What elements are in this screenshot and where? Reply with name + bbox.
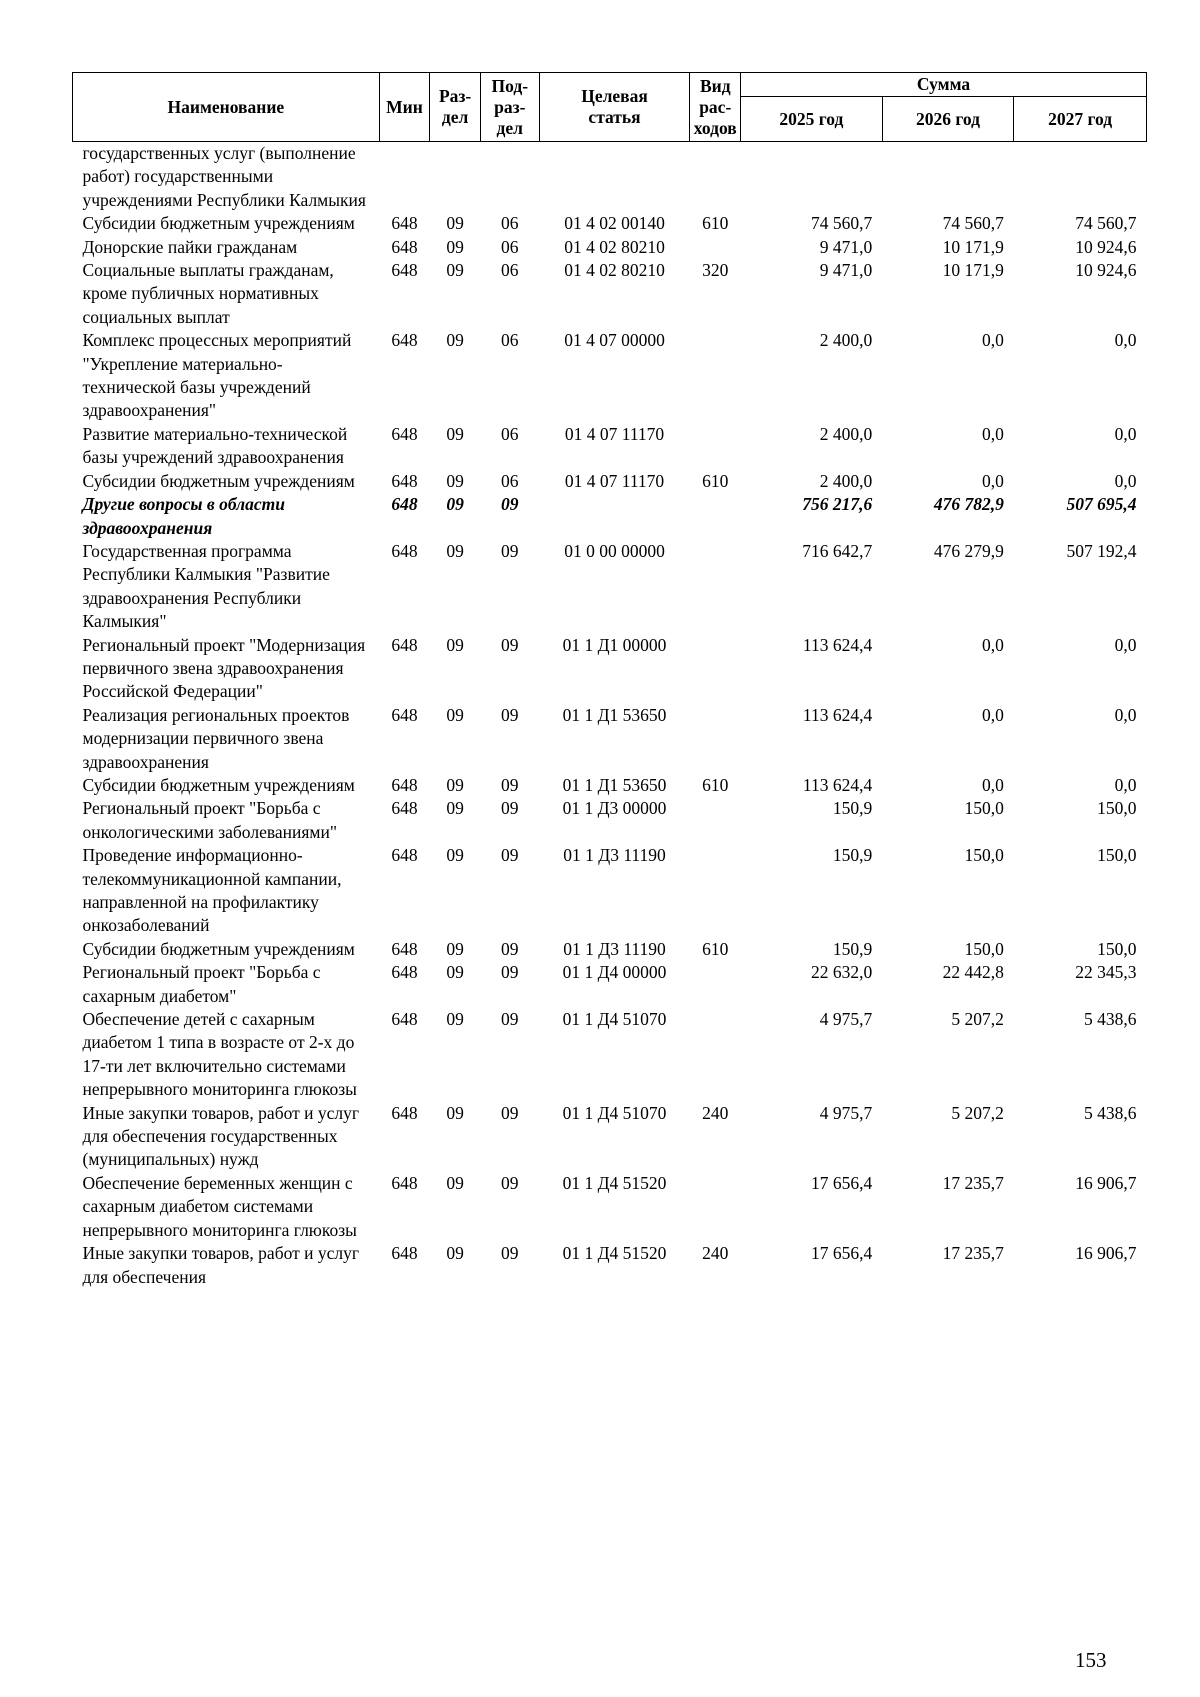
- cell-vid: 610: [702, 774, 729, 795]
- cell-name: Иные закупки товаров, работ и услуг для обеспечения государственных (муниципальных) нужд: [82, 1102, 360, 1170]
- cell-razdel: 09: [446, 634, 464, 655]
- header-summa: Сумма: [741, 73, 1147, 97]
- cell-name: Региональный проект "Борьба с сахарным диабетом": [82, 962, 321, 1006]
- cell-name: Реализация региональных проектов модернизации первичного звена здравоохранения: [82, 704, 350, 772]
- cell-name: Донорские пайки гражданам: [82, 236, 298, 257]
- cell-2026: 10 171,9: [942, 236, 1004, 257]
- cell-podrazdel: 06: [501, 236, 519, 257]
- cell-2025: 17 656,4: [811, 1243, 873, 1264]
- cell-podrazdel: 09: [501, 704, 519, 725]
- cell-razdel: 09: [446, 1172, 464, 1193]
- cell-podrazdel: 09: [501, 962, 519, 983]
- header-podrazdel: Под- раз- дел: [480, 73, 539, 142]
- cell-podrazdel: 06: [501, 213, 519, 234]
- cell-podrazdel: 09: [501, 1102, 519, 1123]
- cell-2027: 0,0: [1114, 634, 1137, 655]
- table-body: [73, 142, 1147, 1289]
- cell-2025: 716 642,7: [802, 540, 873, 561]
- header-2027: 2027 год: [1014, 97, 1147, 142]
- cell-vid: 610: [702, 470, 729, 491]
- cell-name: Региональный проект "Модернизация первичного звена здравоохранения Российской Федерации": [82, 634, 366, 702]
- cell-vid: [690, 1008, 741, 1102]
- cell-podrazdel: 06: [501, 260, 519, 281]
- cell-2027: 10 924,6: [1075, 236, 1137, 257]
- table-row: [73, 329, 1147, 423]
- table-row: [73, 1242, 1147, 1289]
- cell-name: Субсидии бюджетным учреждениям: [82, 470, 355, 491]
- cell-vid: [690, 844, 741, 938]
- cell-2027: 507 695,4: [1066, 494, 1137, 515]
- cell-razdel: 09: [446, 236, 464, 257]
- cell-vid: [690, 704, 741, 774]
- cell-vid: [690, 493, 741, 540]
- cell-2027: 150,0: [1097, 938, 1137, 959]
- cell-2026: 0,0: [981, 470, 1004, 491]
- table-row: [73, 540, 1147, 634]
- cell-podrazdel: 09: [501, 774, 519, 795]
- cell-podrazdel: 09: [501, 938, 519, 959]
- cell-2026: 74 560,7: [942, 213, 1004, 234]
- cell-celevaya: 01 4 07 11170: [564, 423, 665, 444]
- table-row: [73, 634, 1147, 704]
- table-row: [73, 423, 1147, 470]
- cell-min: 648: [391, 213, 418, 234]
- cell-2025: 113 624,4: [802, 774, 873, 795]
- cell-celevaya: 01 1 Д4 00000: [562, 962, 667, 983]
- table-row: [73, 259, 1147, 329]
- cell-vid: [690, 540, 741, 634]
- cell-vid: [690, 329, 741, 423]
- cell-min: 648: [391, 1009, 418, 1030]
- cell-min: 648: [391, 494, 418, 515]
- cell-razdel: 09: [446, 798, 464, 819]
- cell-podrazdel: 09: [501, 494, 519, 515]
- cell-name: Социальные выплаты гражданам, кроме публичных нормативных социальных выплат: [82, 260, 334, 327]
- cell-celevaya: 01 4 02 80210: [564, 260, 665, 281]
- cell-razdel: 09: [446, 260, 464, 281]
- cell-vid: [690, 797, 741, 844]
- cell-podrazdel: 09: [501, 845, 519, 866]
- cell-name: Государственная программа Республики Калмыкия "Развитие здравоохранения Республики Калмыкия": [82, 540, 330, 632]
- cell-2026: 0,0: [981, 330, 1004, 351]
- table-row: [73, 704, 1147, 774]
- cell-min: 648: [391, 938, 418, 959]
- cell-razdel: 09: [446, 213, 464, 234]
- cell-vid: 320: [702, 260, 729, 281]
- cell-celevaya: [539, 493, 690, 540]
- cell-2025: 756 217,6: [802, 494, 873, 515]
- table-header: [73, 73, 1147, 142]
- cell-2026: 17 235,7: [942, 1243, 1004, 1264]
- cell-celevaya: 01 4 07 00000: [564, 330, 665, 351]
- cell-min: 648: [391, 1102, 418, 1123]
- cell-name: Субсидии бюджетным учреждениям: [82, 213, 355, 234]
- cell-razdel: 09: [446, 540, 464, 561]
- cell-name: Проведение информационно-телекоммуникационной кампании, направленной на профилактику онкозаболеваний: [82, 845, 342, 936]
- cell-podrazdel: 09: [501, 1172, 519, 1193]
- cell-razdel: 09: [446, 704, 464, 725]
- cell-celevaya: [539, 142, 690, 213]
- cell-2026: 0,0: [981, 774, 1004, 795]
- cell-vid: [690, 423, 741, 470]
- cell-min: 648: [391, 774, 418, 795]
- cell-2025: 150,9: [832, 938, 873, 959]
- cell-2027: 5 438,6: [1084, 1102, 1137, 1123]
- cell-name: Комплекс процессных мероприятий "Укрепление материально-технической базы учреждений здравоохранения": [82, 330, 352, 421]
- cell-2027: 16 906,7: [1075, 1172, 1137, 1193]
- cell-podrazdel: 09: [501, 1243, 519, 1264]
- cell-razdel: 09: [446, 962, 464, 983]
- cell-razdel: 09: [446, 423, 464, 444]
- table-row: [73, 1102, 1147, 1172]
- cell-2026: 150,0: [964, 845, 1004, 866]
- cell-vid: [690, 142, 741, 213]
- cell-razdel: 09: [446, 774, 464, 795]
- cell-celevaya: 01 1 Д3 00000: [562, 798, 667, 819]
- cell-razdel: 09: [446, 494, 464, 515]
- header-2026: 2026 год: [882, 97, 1014, 142]
- table-row: [73, 774, 1147, 797]
- cell-2025: 150,9: [832, 798, 873, 819]
- cell-min: 648: [391, 1172, 418, 1193]
- page-number: 153: [1075, 1648, 1107, 1672]
- cell-vid: 610: [702, 213, 729, 234]
- header-name: Наименование: [73, 73, 380, 142]
- cell-2026: 22 442,8: [942, 962, 1004, 983]
- cell-celevaya: 01 1 Д3 11190: [563, 845, 666, 866]
- cell-2025: 4 975,7: [819, 1102, 873, 1123]
- cell-celevaya: 01 0 00 00000: [564, 540, 665, 561]
- budget-table: [72, 72, 1147, 1289]
- header-vid: Вид рас- ходов: [690, 73, 741, 142]
- cell-2026: 0,0: [981, 423, 1004, 444]
- cell-celevaya: 01 1 Д4 51070: [562, 1009, 667, 1030]
- cell-name: Региональный проект "Борьба с онкологическими заболеваниями": [82, 798, 337, 842]
- cell-celevaya: 01 4 07 11170: [564, 470, 665, 491]
- cell-podrazdel: 09: [501, 540, 519, 561]
- cell-2026: 0,0: [981, 634, 1004, 655]
- cell-name: Субсидии бюджетным учреждениям: [82, 938, 355, 959]
- cell-razdel: 09: [446, 1102, 464, 1123]
- cell-min: 648: [391, 423, 418, 444]
- cell-2027: 150,0: [1097, 845, 1137, 866]
- cell-2025: 2 400,0: [819, 423, 873, 444]
- cell-2027: 0,0: [1114, 774, 1137, 795]
- cell-2027: 0,0: [1114, 330, 1137, 351]
- cell-celevaya: 01 1 Д1 53650: [562, 704, 667, 725]
- cell-min: 648: [391, 1243, 418, 1264]
- cell-2025: 4 975,7: [819, 1009, 873, 1030]
- table-row: [73, 844, 1147, 938]
- cell-name: Субсидии бюджетным учреждениям: [82, 774, 355, 795]
- cell-2026: [882, 142, 1014, 213]
- cell-2025: 150,9: [832, 845, 873, 866]
- cell-2027: 150,0: [1097, 798, 1137, 819]
- cell-celevaya: 01 1 Д1 53650: [562, 774, 667, 795]
- table-row: [73, 493, 1147, 540]
- cell-2025: 17 656,4: [811, 1172, 873, 1193]
- cell-name: Развитие материально-технической базы учреждений здравоохранения: [82, 423, 348, 468]
- cell-2027: 0,0: [1114, 470, 1137, 491]
- cell-min: 648: [391, 704, 418, 725]
- table-row: [73, 212, 1147, 235]
- cell-2027: 507 192,4: [1066, 540, 1137, 561]
- cell-podrazdel: 09: [501, 1009, 519, 1030]
- cell-vid: 610: [702, 938, 729, 959]
- cell-celevaya: 01 4 02 00140: [564, 213, 665, 234]
- cell-2026: 150,0: [964, 938, 1004, 959]
- cell-razdel: 09: [446, 845, 464, 866]
- cell-podrazdel: 09: [501, 798, 519, 819]
- header-2025: 2025 год: [741, 97, 883, 142]
- cell-2025: 9 471,0: [819, 260, 873, 281]
- cell-2026: 17 235,7: [942, 1172, 1004, 1193]
- cell-vid: 240: [702, 1243, 729, 1264]
- table-row: [73, 938, 1147, 961]
- cell-min: 648: [391, 260, 418, 281]
- cell-celevaya: 01 1 Д4 51520: [562, 1243, 667, 1264]
- cell-2025: 113 624,4: [802, 634, 873, 655]
- cell-name: Обеспечение беременных женщин с сахарным диабетом системами непрерывного мониторинга глюкозы: [82, 1172, 357, 1240]
- cell-2025: 9 471,0: [819, 236, 873, 257]
- table-row: [73, 470, 1147, 493]
- cell-vid: [690, 1172, 741, 1242]
- cell-2026: 5 207,2: [951, 1009, 1004, 1030]
- cell-2025: 113 624,4: [802, 704, 873, 725]
- cell-podrazdel: 06: [501, 423, 519, 444]
- cell-podrazdel: [480, 142, 539, 213]
- cell-razdel: 09: [446, 470, 464, 491]
- header-min: Мин: [379, 73, 430, 142]
- cell-vid: [690, 961, 741, 1008]
- cell-2027: 0,0: [1114, 704, 1137, 725]
- cell-2025: 2 400,0: [819, 470, 873, 491]
- cell-celevaya: 01 1 Д3 11190: [563, 938, 666, 959]
- cell-razdel: 09: [446, 938, 464, 959]
- cell-podrazdel: 06: [501, 470, 519, 491]
- cell-min: 648: [391, 540, 418, 561]
- cell-2027: 22 345,3: [1075, 962, 1137, 983]
- cell-name: Иные закупки товаров, работ и услуг для обеспечения: [82, 1243, 360, 1287]
- header-razdel: Раз- дел: [430, 73, 481, 142]
- cell-2025: 2 400,0: [819, 330, 873, 351]
- cell-celevaya: 01 4 02 80210: [564, 236, 665, 257]
- cell-2026: 150,0: [964, 798, 1004, 819]
- cell-razdel: 09: [446, 1243, 464, 1264]
- cell-min: [379, 142, 430, 213]
- cell-2026: 476 782,9: [933, 494, 1004, 515]
- cell-celevaya: 01 1 Д4 51520: [562, 1172, 667, 1193]
- cell-name: Обеспечение детей с сахарным диабетом 1 типа в возрасте от 2-х до 17-ти лет включительно системами непрерывного мониторинга глюкозы: [82, 1009, 357, 1100]
- budget-page: [72, 72, 1147, 1289]
- cell-vid: [690, 236, 741, 259]
- cell-2025: [741, 142, 883, 213]
- cell-min: 648: [391, 634, 418, 655]
- cell-podrazdel: 09: [501, 634, 519, 655]
- cell-2027: 5 438,6: [1084, 1009, 1137, 1030]
- cell-2026: 0,0: [981, 704, 1004, 725]
- cell-vid: 240: [702, 1102, 729, 1123]
- cell-min: 648: [391, 798, 418, 819]
- cell-2027: 0,0: [1114, 423, 1137, 444]
- cell-min: 648: [391, 470, 418, 491]
- cell-razdel: [430, 142, 481, 213]
- header-celevaya: Целевая статья: [539, 73, 690, 142]
- cell-name: Другие вопросы в области здравоохранения: [82, 494, 286, 538]
- table-row: [73, 961, 1147, 1008]
- cell-2026: 10 171,9: [942, 260, 1004, 281]
- cell-vid: [690, 634, 741, 704]
- cell-2026: 5 207,2: [951, 1102, 1004, 1123]
- cell-2027: 10 924,6: [1075, 260, 1137, 281]
- cell-podrazdel: 06: [501, 330, 519, 351]
- table-row: [73, 1008, 1147, 1102]
- cell-razdel: 09: [446, 330, 464, 351]
- cell-min: 648: [391, 845, 418, 866]
- cell-2027: 16 906,7: [1075, 1243, 1137, 1264]
- cell-celevaya: 01 1 Д1 00000: [562, 634, 667, 655]
- cell-name: государственных услуг (выполнение работ) государственными учреждениями Республики Калмыкия: [82, 143, 366, 210]
- table-row: [73, 236, 1147, 259]
- cell-razdel: 09: [446, 1009, 464, 1030]
- cell-2025: 74 560,7: [811, 213, 873, 234]
- cell-2027: [1014, 142, 1147, 213]
- table-row: [73, 142, 1147, 213]
- cell-min: 648: [391, 236, 418, 257]
- cell-min: 648: [391, 330, 418, 351]
- table-row: [73, 1172, 1147, 1242]
- cell-celevaya: 01 1 Д4 51070: [562, 1102, 667, 1123]
- cell-min: 648: [391, 962, 418, 983]
- table-row: [73, 797, 1147, 844]
- cell-2026: 476 279,9: [933, 540, 1004, 561]
- cell-2025: 22 632,0: [811, 962, 873, 983]
- cell-2027: 74 560,7: [1075, 213, 1137, 234]
